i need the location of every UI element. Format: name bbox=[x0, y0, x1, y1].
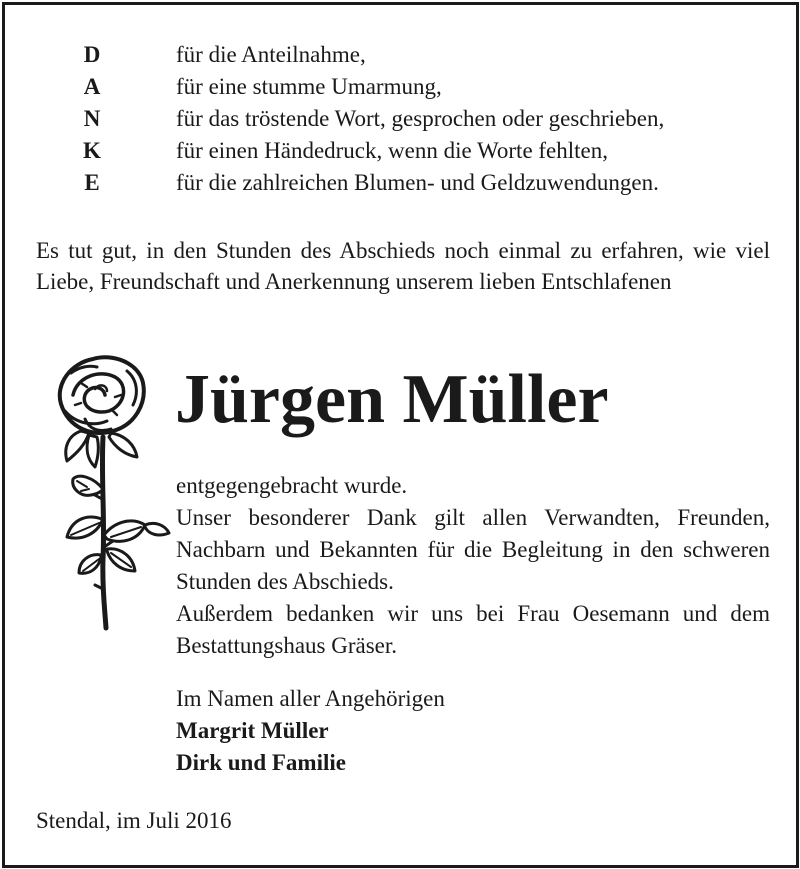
body-paragraph: Unser besonderer Dank gilt allen Verwandten, Freunden, Nachbarn und Bekannten für die Begleitung in den schweren Stunden des Abschieds. bbox=[176, 505, 770, 594]
danke-line: für eine stumme Umarmung, bbox=[176, 74, 442, 99]
intro-paragraph: Es tut gut, in den Stunden des Abschieds noch einmal zu erfahren, wie viel Liebe, Freundschaft und Anerkennung unserem lieben Entschlafenen bbox=[36, 238, 770, 294]
body-paragraph: Außerdem bedanken wir uns bei Frau Oesemann und dem Bestattungshaus Gräser. bbox=[176, 601, 770, 658]
body-line: entgegengebracht wurde. bbox=[176, 473, 408, 498]
obituary-card bbox=[2, 2, 799, 868]
danke-letter: E bbox=[84, 170, 100, 195]
danke-line: für einen Händedruck, wenn die Worte fehlten, bbox=[176, 138, 609, 163]
deceased-name: Jürgen Müller bbox=[175, 361, 609, 438]
danke-letter: K bbox=[83, 138, 101, 163]
danke-row bbox=[5, 167, 796, 199]
thanks-body bbox=[176, 470, 770, 662]
danke-line: für die zahlreichen Blumen- und Geldzuwendungen. bbox=[176, 170, 659, 195]
signature-block bbox=[176, 683, 770, 779]
danke-line: für die Anteilnahme, bbox=[176, 42, 366, 67]
danke-letter: A bbox=[83, 74, 101, 99]
rose-icon bbox=[41, 349, 171, 632]
signature-name: Margrit Müller bbox=[176, 718, 329, 743]
place-date: Stendal, im Juli 2016 bbox=[36, 808, 232, 833]
danke-letter: D bbox=[83, 42, 101, 67]
danke-row bbox=[5, 71, 796, 103]
signature-intro: Im Namen aller Angehörigen bbox=[176, 686, 445, 711]
signature-name: Dirk und Familie bbox=[176, 750, 346, 775]
danke-row bbox=[5, 103, 796, 135]
danke-letter: N bbox=[83, 106, 101, 131]
danke-row bbox=[5, 39, 796, 71]
danke-row bbox=[5, 135, 796, 167]
danke-acrostic bbox=[5, 39, 796, 199]
danke-line: für das tröstende Wort, gesprochen oder geschrieben, bbox=[176, 106, 665, 131]
